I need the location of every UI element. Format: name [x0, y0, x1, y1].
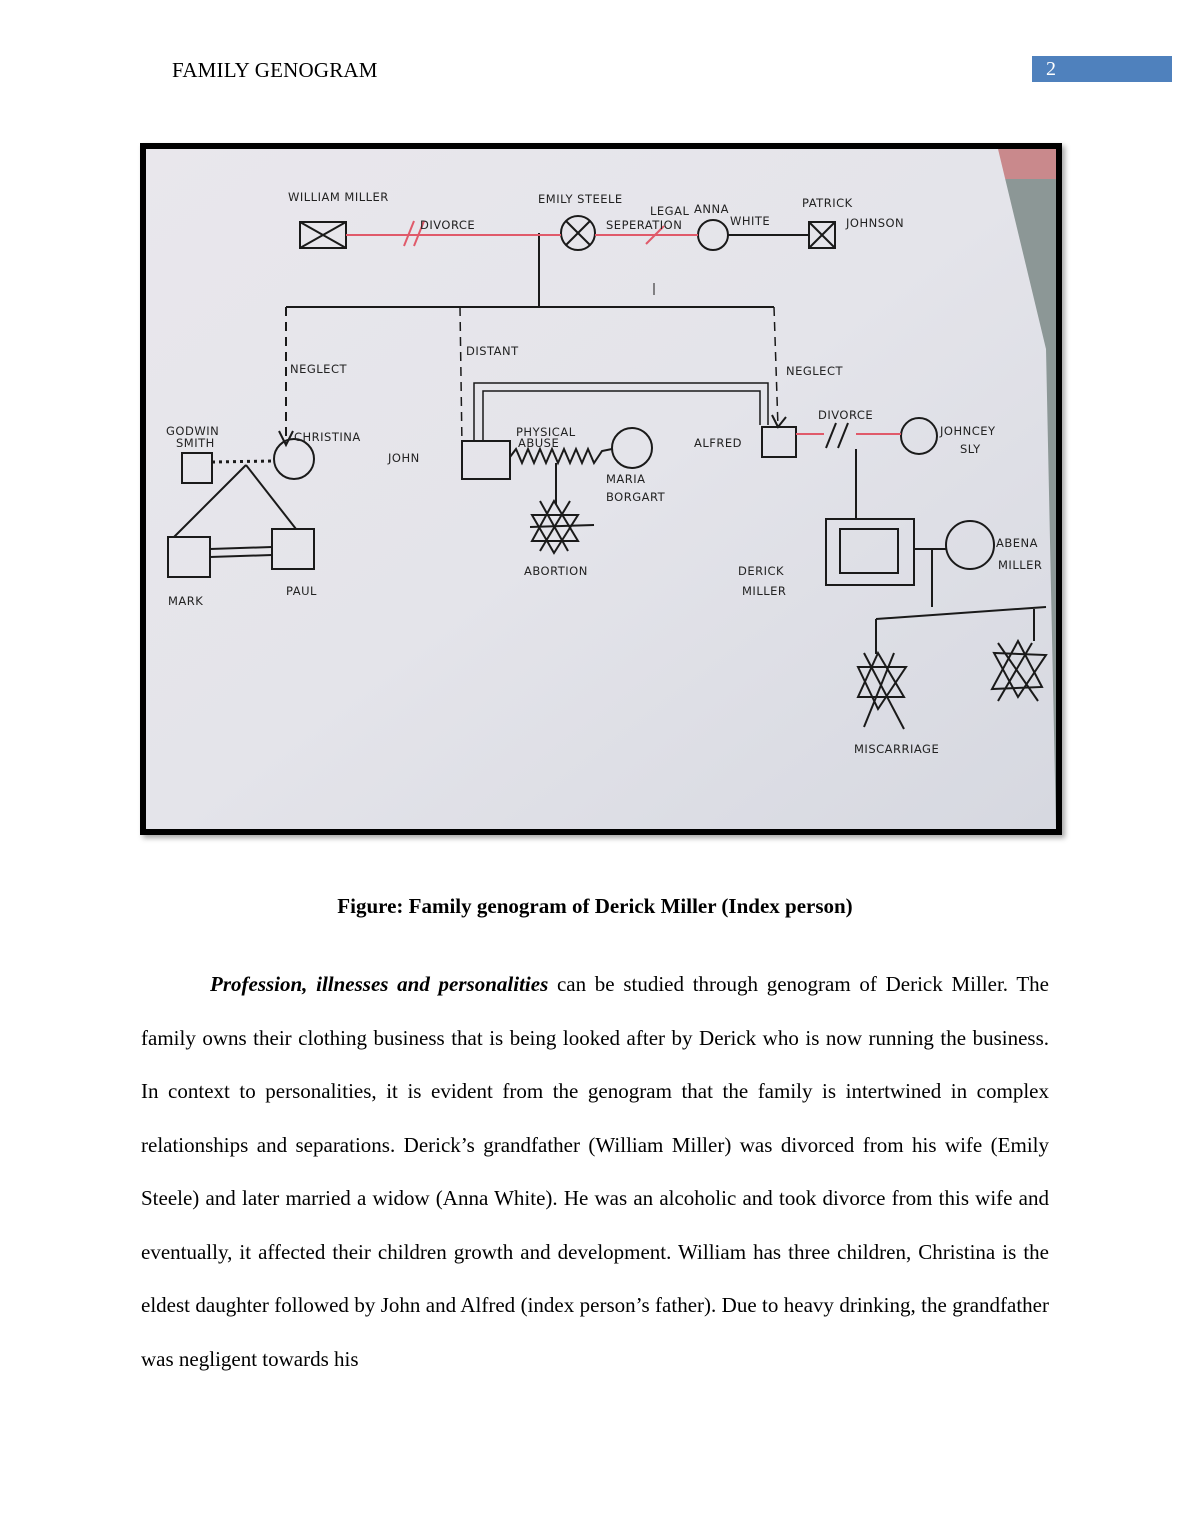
- running-head: FAMILY GENOGRAM: [172, 58, 378, 82]
- label-abortion: ABORTION: [524, 564, 588, 578]
- paragraph-text: can be studied through genogram of Derick Miller. The family owns their clothing business that is being looked after by Derick who is now running the business. In context to personalities, it is evident from the genogram that the family is intertwined in complex relationships and separations. Derick’s grandfather (William Miller) was divorced from his wife (Emily Steele) and later married a widow (Anna White). He was an alcoholic and took divorce from this wife and eventually, it affected their children growth and development. William has three children, Christina is the eldest daughter followed by John and Alfred (index person’s father). Due to heavy drinking, the grandfather was negligent towards his: [141, 972, 1050, 1371]
- label-godwin: GODWIN: [166, 424, 220, 438]
- body-paragraph: [141, 958, 1049, 1386]
- genogram-figure: [140, 143, 1062, 835]
- label-miscarriage: MISCARRIAGE: [854, 742, 940, 756]
- label-seperation: SEPERATION: [606, 218, 683, 232]
- label-legal: LEGAL: [650, 204, 690, 218]
- label-alfred: ALFRED: [694, 436, 743, 450]
- paper-sheet: [146, 149, 1056, 829]
- label-john: JOHN: [388, 451, 420, 465]
- label-william-miller: WILLIAM MILLER: [288, 190, 389, 204]
- label-maria: MARIA: [606, 472, 646, 486]
- label-abena: ABENA: [996, 536, 1038, 550]
- label-anna: ANNA: [694, 202, 729, 216]
- paragraph-lead: Profession, illnesses and personalities: [210, 972, 549, 996]
- label-distant: DISTANT: [466, 344, 519, 358]
- label-smith: SMITH: [176, 436, 215, 450]
- label-christina: CHRISTINA: [294, 430, 361, 444]
- label-borgart: BORGART: [606, 490, 666, 504]
- label-divorce-1: DIVORCE: [420, 218, 476, 232]
- label-johncey: JOHNCEY: [940, 424, 996, 438]
- label-abena-miller: MILLER: [998, 558, 1043, 572]
- label-emily-steele: EMILY STEELE: [538, 192, 623, 206]
- label-physical: PHYSICAL: [516, 425, 576, 439]
- label-divorce-2: DIVORCE: [818, 408, 874, 422]
- label-johnson: JOHNSON: [846, 216, 905, 230]
- label-sly: SLY: [960, 442, 981, 456]
- genogram-photo: [146, 149, 1056, 829]
- label-neglect-1: NEGLECT: [290, 362, 348, 376]
- page-number: 2: [1032, 56, 1172, 82]
- label-white: WHITE: [730, 214, 771, 228]
- label-paul: PAUL: [286, 584, 317, 598]
- label-mark: MARK: [168, 594, 204, 608]
- label-neglect-2: NEGLECT: [786, 364, 844, 378]
- label-abuse: ABUSE: [518, 436, 560, 450]
- label-derick-miller: MILLER: [742, 584, 787, 598]
- label-patrick: PATRICK: [802, 196, 853, 210]
- figure-caption: Figure: Family genogram of Derick Miller (Index person): [337, 894, 853, 918]
- label-derick: DERICK: [738, 564, 785, 578]
